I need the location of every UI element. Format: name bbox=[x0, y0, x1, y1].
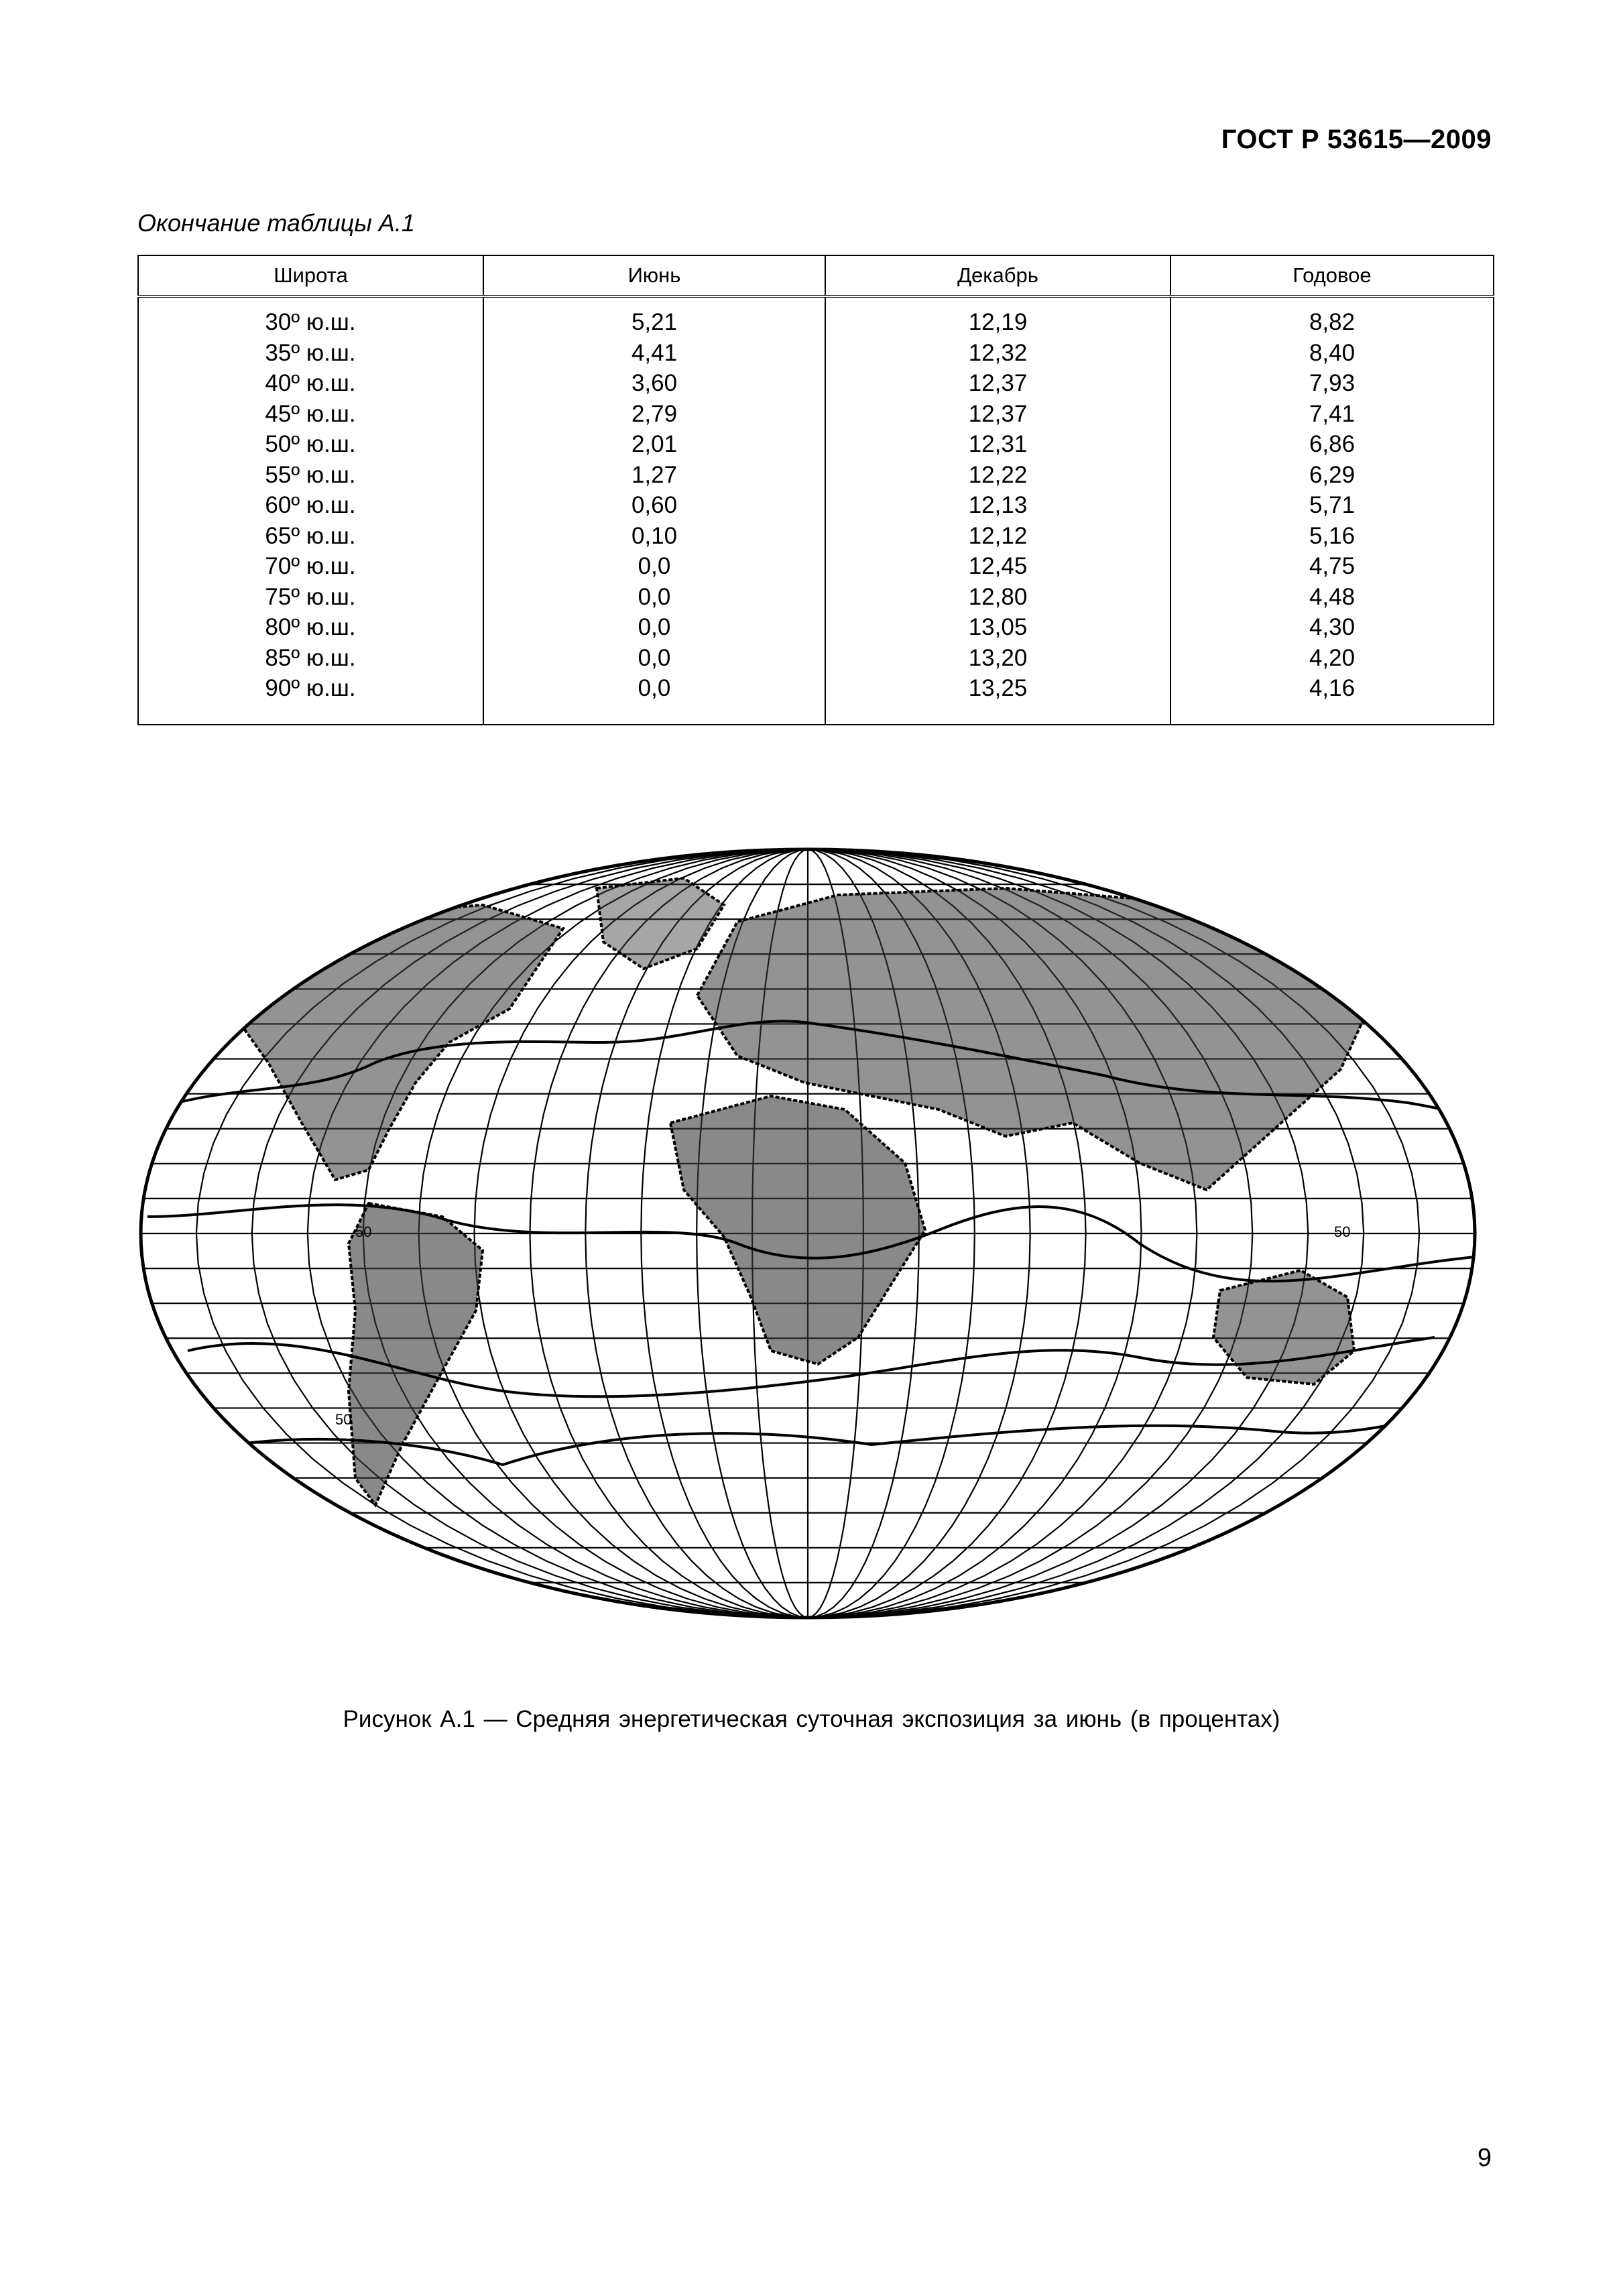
table-cell-december: 12,32 bbox=[968, 339, 1028, 366]
table-cell-latitude: 50º ю.ш. bbox=[265, 431, 356, 457]
table-cell-latitude: 85º ю.ш. bbox=[265, 644, 356, 671]
table-cell-december: 12,80 bbox=[968, 583, 1028, 610]
table-cell-annual: 4,30 bbox=[1309, 614, 1356, 640]
contour-label-south: 50 bbox=[335, 1411, 352, 1428]
south-america-landmass bbox=[349, 1203, 483, 1505]
june-column bbox=[483, 296, 825, 725]
table-cell-june: 2,79 bbox=[631, 400, 678, 427]
column-header-december: Декабрь bbox=[825, 255, 1170, 296]
table-cell-june: 0,0 bbox=[638, 583, 671, 610]
december-column bbox=[825, 296, 1170, 725]
table-cell-june: 1,27 bbox=[631, 461, 678, 488]
table-cell-june: 0,0 bbox=[638, 675, 671, 701]
table-cell-december: 12,13 bbox=[968, 492, 1028, 518]
table-cell-annual: 8,82 bbox=[1309, 309, 1356, 335]
table-cell-june: 2,01 bbox=[631, 431, 678, 457]
table-cell-latitude: 65º ю.ш. bbox=[265, 522, 356, 549]
table-cell-latitude: 45º ю.ш. bbox=[265, 400, 356, 427]
table-cell-latitude: 35º ю.ш. bbox=[265, 339, 356, 366]
australia-landmass bbox=[1213, 1270, 1354, 1384]
africa-landmass bbox=[670, 1096, 925, 1364]
table-cell-latitude: 30º ю.ш. bbox=[265, 309, 356, 335]
table-cell-june: 0,0 bbox=[638, 553, 671, 579]
column-header-annual: Годовое bbox=[1170, 255, 1494, 296]
table-cell-annual: 4,20 bbox=[1309, 644, 1356, 671]
table-cell-december: 12,19 bbox=[968, 309, 1028, 335]
table-cell-latitude: 75º ю.ш. bbox=[265, 583, 356, 610]
world-map bbox=[134, 841, 1482, 1626]
table-cell-latitude: 60º ю.ш. bbox=[265, 492, 356, 518]
table-cell-december: 12,22 bbox=[968, 461, 1028, 488]
table-cell-june: 0,60 bbox=[631, 492, 678, 518]
table-cell-latitude: 80º ю.ш. bbox=[265, 614, 356, 640]
table-cell-annual: 6,29 bbox=[1309, 461, 1356, 488]
table-cell-annual: 8,40 bbox=[1309, 339, 1356, 366]
table-cell-december: 12,12 bbox=[968, 522, 1028, 549]
table-cell-annual: 6,86 bbox=[1309, 431, 1356, 457]
table-cell-annual: 7,41 bbox=[1309, 400, 1356, 427]
table-cell-annual: 5,71 bbox=[1309, 492, 1356, 518]
table-cell-december: 13,05 bbox=[968, 614, 1028, 640]
table-cell-annual: 4,16 bbox=[1309, 675, 1356, 701]
contour-label-left: 50 bbox=[355, 1223, 372, 1240]
table-cell-december: 13,20 bbox=[968, 644, 1028, 671]
table-cell-annual: 7,93 bbox=[1309, 370, 1356, 396]
column-header-latitude: Широта bbox=[138, 255, 483, 296]
table-cell-annual: 4,75 bbox=[1309, 553, 1356, 579]
column-header-june: Июнь bbox=[483, 255, 825, 296]
table-cell-june: 0,0 bbox=[638, 614, 671, 640]
page-number: 9 bbox=[1477, 2144, 1492, 2172]
table-cell-latitude: 55º ю.ш. bbox=[265, 461, 356, 488]
table-cell-december: 13,25 bbox=[968, 675, 1028, 701]
table-cell-june: 0,10 bbox=[631, 522, 678, 549]
table-cell-june: 4,41 bbox=[631, 339, 678, 366]
table-header-row bbox=[138, 255, 1494, 296]
table-cell-latitude: 40º ю.ш. bbox=[265, 370, 356, 396]
figure-caption: Рисунок А.1 — Средняя энергетическая суточная экспозиция за июнь (в процентах) bbox=[343, 1706, 1280, 1732]
table-cell-june: 0,0 bbox=[638, 644, 671, 671]
table-cell-latitude: 70º ю.ш. bbox=[265, 553, 356, 579]
table-cell-june: 5,21 bbox=[631, 309, 678, 335]
table-body-row bbox=[138, 296, 1494, 725]
table-cell-december: 12,45 bbox=[968, 553, 1028, 579]
table-cell-december: 12,31 bbox=[968, 431, 1028, 457]
table-cell-december: 12,37 bbox=[968, 370, 1028, 396]
table-cell-annual: 5,16 bbox=[1309, 522, 1356, 549]
annual-column bbox=[1170, 296, 1494, 725]
table-cell-december: 12,37 bbox=[968, 400, 1028, 427]
radiation-table bbox=[137, 255, 1494, 725]
latitude-column bbox=[138, 296, 483, 725]
table-cell-annual: 4,48 bbox=[1309, 583, 1356, 610]
contour-label-right: 50 bbox=[1334, 1223, 1351, 1240]
table-cell-june: 3,60 bbox=[631, 370, 678, 396]
table-caption: Окончание таблицы А.1 bbox=[137, 209, 415, 237]
world-map-figure bbox=[134, 841, 1482, 1626]
table-cell-latitude: 90º ю.ш. bbox=[265, 675, 356, 701]
continents bbox=[235, 878, 1374, 1505]
document-code: ГОСТ Р 53615—2009 bbox=[1221, 125, 1492, 154]
